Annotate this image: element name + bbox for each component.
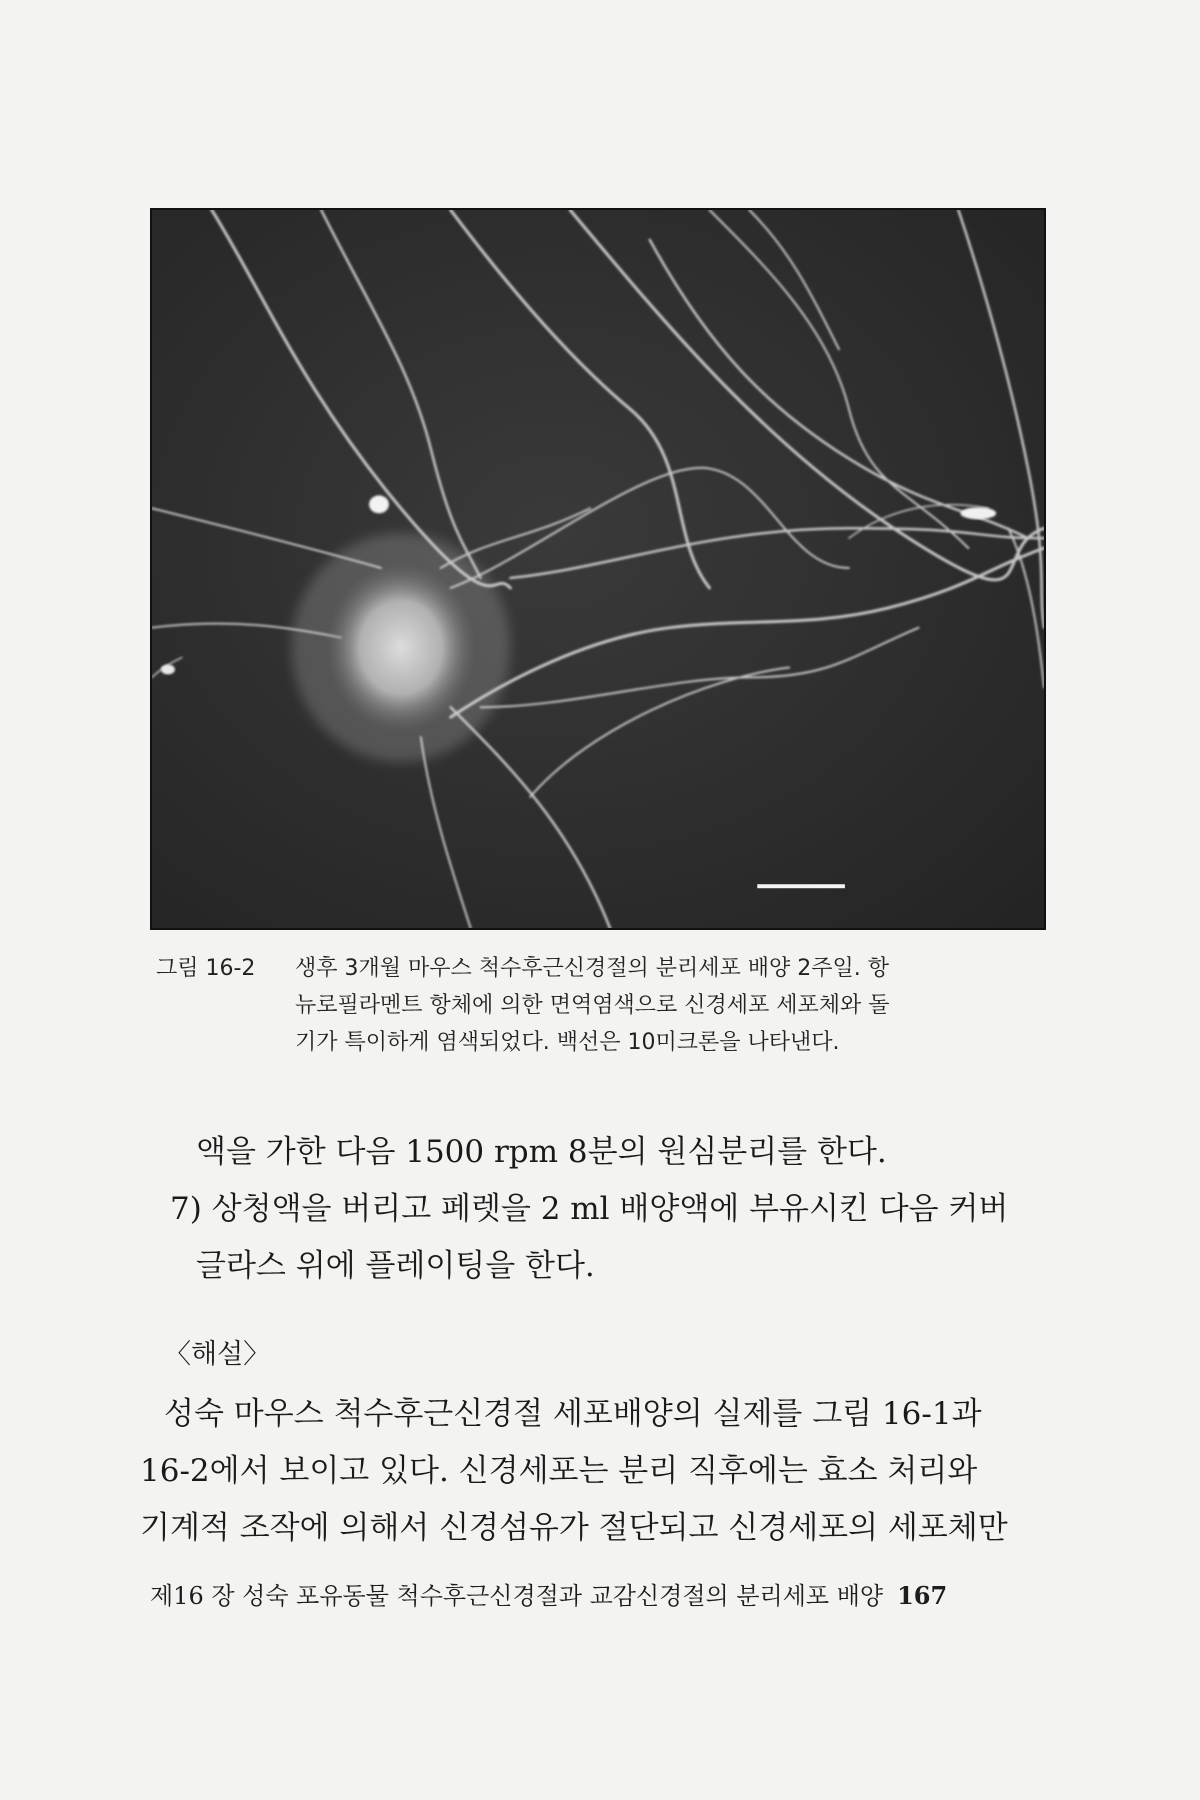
- page-footer: [150, 1576, 1050, 1611]
- figure-label: 그림 16-2: [156, 956, 256, 981]
- page-number: 167: [897, 1581, 948, 1610]
- caption-line: 생후 3개월 마우스 척수후근신경절의 분리세포 배양 2주일. 항: [295, 956, 889, 981]
- caption-line: 기가 특이하게 염색되었다. 백선은 10미크론을 나타낸다.: [295, 1030, 840, 1055]
- running-title: 제16 장 성숙 포유동물 척수후근신경절과 교감신경절의 분리세포 배양: [150, 1582, 884, 1610]
- caption-line: 뉴로필라멘트 항체에 의한 면역염색으로 신경세포 세포체와 돌: [295, 993, 890, 1018]
- body-line: 액을 가한 다음 1500 rpm 8분의 원심분리를 한다.: [196, 1134, 887, 1170]
- commentary-line: 기계적 조작에 의해서 신경섬유가 절단되고 신경세포의 세포체만: [140, 1510, 1008, 1546]
- body-line: 글라스 위에 플레이팅을 한다.: [196, 1248, 595, 1284]
- caption-text: [295, 950, 1050, 1061]
- commentary-line: 16-2에서 보이고 있다. 신경세포는 분리 직후에는 효소 처리와: [140, 1453, 978, 1489]
- neuron-micrograph-icon: [152, 210, 1044, 928]
- commentary-line: 성숙 마우스 척수후근신경절 세포배양의 실제를 그림 16-1과: [164, 1396, 982, 1432]
- scale-bar: [757, 884, 845, 888]
- micrograph-figure: [150, 208, 1046, 930]
- body-line: 7) 상청액을 버리고 페렛을 2 ml 배양액에 부유시킨 다음 커버: [170, 1191, 1009, 1227]
- commentary-heading: 〈해설〉: [164, 1339, 271, 1370]
